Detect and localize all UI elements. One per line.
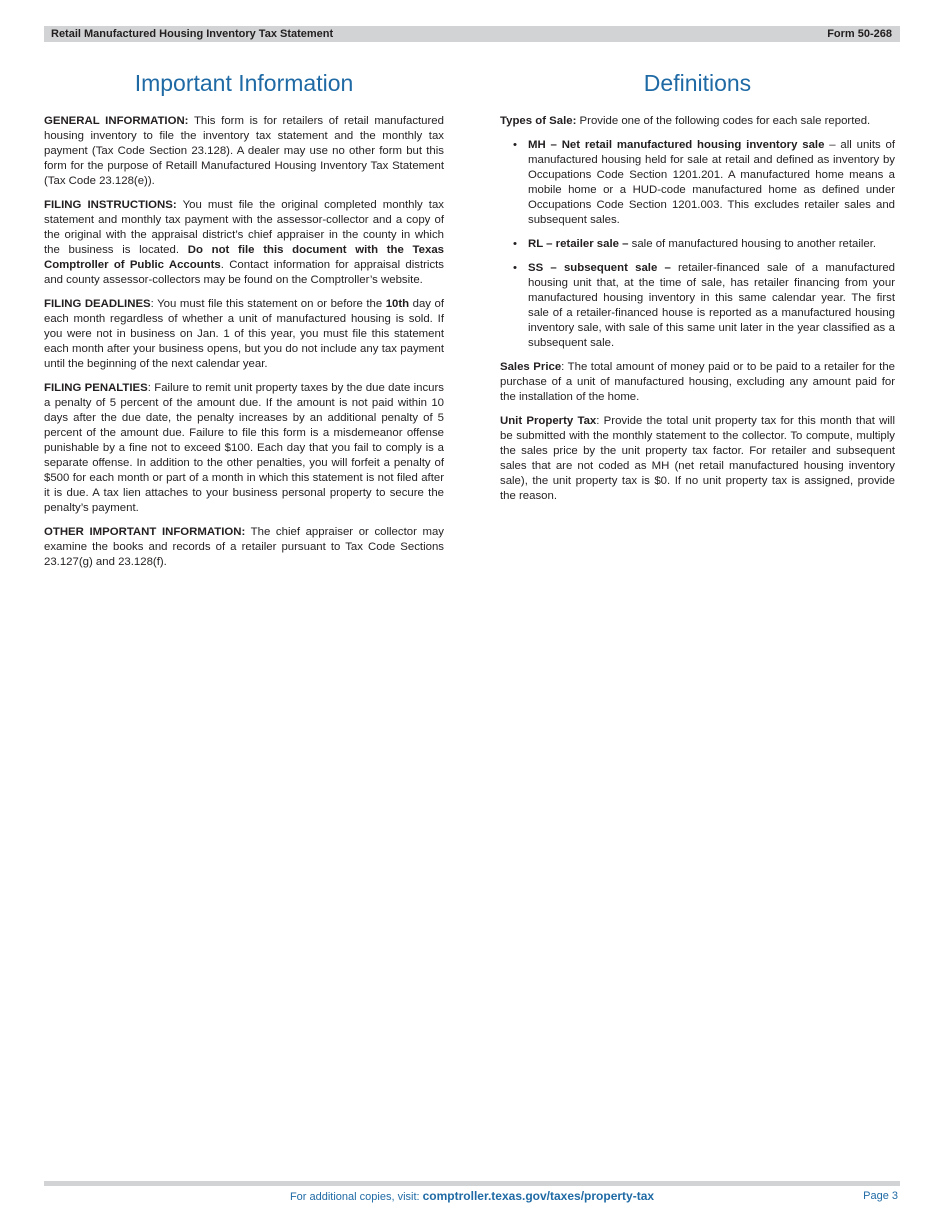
filing-instructions-paragraph bbox=[44, 198, 444, 288]
bullet-icon: • bbox=[513, 238, 517, 250]
sales-price-text: : The total amount of money paid or to be paid to a retailer for the purchase of a unit of manufactured housing, excluding any amount paid for the installation of the home. bbox=[500, 361, 896, 403]
unit-property-tax-text: : Provide the total unit property tax for this month that will be submitted with the monthly statement to the collector. To compute, multiply the sales price by the unit property tax factor. For retailer and subsequent sales that are not coded as MH (net retail manufactured housing inventory sale), the unit property tax is $0. If no unit property tax is assigned, provide the reason. bbox=[500, 415, 895, 502]
filing-deadlines-text-continued: day of each month regardless of whether a unit of manufactured housing is sold. If you were not in business on Jan. 1 of this year, you must file this statement each month after your business opens, but you do not include any tax payment until the beginning of the next calendar year. bbox=[44, 298, 444, 370]
filing-deadline-day: 10th bbox=[385, 298, 410, 310]
list-item bbox=[513, 237, 895, 252]
filing-penalties-paragraph bbox=[44, 381, 444, 516]
unit-property-tax-paragraph bbox=[500, 414, 895, 504]
filing-instructions-label: FILING INSTRUCTIONS: bbox=[44, 199, 177, 211]
filing-instructions-contact-text: . Contact information for appraisal districts and county assessor-collectors may be found on the Comptroller’s website. bbox=[44, 259, 444, 286]
filing-deadlines-paragraph bbox=[44, 297, 444, 372]
filing-penalties-label: FILING PENALTIES bbox=[44, 382, 148, 394]
important-information-column bbox=[44, 66, 444, 579]
types-of-sale-label: Types of Sale: bbox=[500, 115, 577, 127]
other-information-text: The chief appraiser or collector may examine the books and records of a retailer pursuant to Tax Code Sections 23.127(g) and 23.128(f). bbox=[44, 526, 444, 568]
general-information-paragraph bbox=[44, 114, 444, 189]
general-information-text: This form is for retailers of retail manufactured housing inventory to file the inventory tax statement and the monthly tax payment (Tax Code Section 23.128). A dealer may use no other form but this form for the purpose of Retaill Manufactured Housing Inventory Tax Statement (Tax Code 23.128(e)). bbox=[44, 115, 444, 187]
filing-instructions-warning: Do not file this document with the Texas Comptroller of Public Accounts bbox=[44, 244, 444, 271]
footer-copies-note bbox=[44, 1188, 900, 1205]
form-title: Retail Manufactured Housing Inventory Tax Statement bbox=[51, 28, 334, 40]
filing-deadlines-text: : You must file this statement on or before the bbox=[150, 298, 386, 310]
bullet-icon: • bbox=[513, 262, 517, 274]
types-of-sale-paragraph bbox=[500, 114, 895, 129]
other-information-label: OTHER IMPORTANT INFORMATION: bbox=[44, 526, 246, 538]
form-number: Form 50-268 bbox=[827, 28, 892, 40]
code-description: retailer-financed sale of a manufactured housing unit that, at the time of sale, has retailer financing from your manufactured housing inventory in this same calendar year. The first sale of a retailer-financed house is reported as a manufactured housing inventory sale, with sale of this same unit later in the year classified as a subsequent sale. bbox=[528, 262, 895, 349]
code-label: SS – subsequent sale – bbox=[528, 262, 671, 274]
sales-price-label: Sales Price bbox=[500, 361, 562, 373]
definitions-column bbox=[500, 66, 895, 513]
code-label: MH – Net retail manufactured housing inventory sale bbox=[528, 139, 825, 151]
footer-prefix: For additional copies, visit: bbox=[289, 1191, 423, 1203]
types-of-sale-text: Provide one of the following codes for each sale reported. bbox=[576, 115, 871, 127]
sales-price-paragraph bbox=[500, 360, 895, 405]
footer-divider bbox=[44, 1181, 900, 1186]
filing-instructions-text: You must file the original completed monthly tax statement and monthly tax payment with the assessor-collector and a copy of the original with the appraisal district’s chief appraiser in the county in which the business is located. bbox=[44, 199, 444, 256]
definitions-heading: Definitions bbox=[643, 70, 752, 96]
filing-deadlines-label: FILING DEADLINES bbox=[44, 298, 151, 310]
important-information-heading: Important Information bbox=[134, 70, 354, 96]
comptroller-website-link[interactable]: comptroller.texas.gov/taxes/property-tax bbox=[422, 1189, 655, 1203]
filing-penalties-text: : Failure to remit unit property taxes by the due date incurs a penalty of 5 percent of the amount due. If the amount is not paid within 10 days after the due date, the penalty increases by an additional penalty of 5 percent of the amount due. Failure to file this form is a misdemeanor offense punishable by a fine not to exceed $100. Each day that you fail to comply is a separate offense. In addition to the other penalties, you will forfeit a penalty of $500 for each month or part of a month in which this statement is not filed after it is due. A tax lien attaches to your business personal property to secure the penalty’s payment. bbox=[44, 382, 445, 514]
list-item bbox=[513, 261, 895, 351]
page-number: Page 3 bbox=[863, 1190, 898, 1202]
other-information-paragraph bbox=[44, 525, 444, 570]
list-item bbox=[513, 138, 895, 228]
sale-codes-list bbox=[500, 138, 895, 351]
unit-property-tax-label: Unit Property Tax bbox=[500, 415, 597, 427]
general-information-label: GENERAL INFORMATION: bbox=[44, 115, 189, 127]
code-description: sale of manufactured housing to another retailer. bbox=[628, 238, 877, 250]
code-label: RL – retailer sale – bbox=[528, 238, 629, 250]
bullet-icon: • bbox=[513, 139, 517, 151]
form-header-bar bbox=[44, 26, 900, 42]
code-description: – all units of manufactured housing held for sale at retail and defined as inventory by Occupations Code Section 1201.201. A manufactured home means a mobile home or a HUD-code manufactured home as defined under Occupations Code Section 1201.003. This excludes retailer sales and subsequent sales. bbox=[528, 139, 895, 226]
